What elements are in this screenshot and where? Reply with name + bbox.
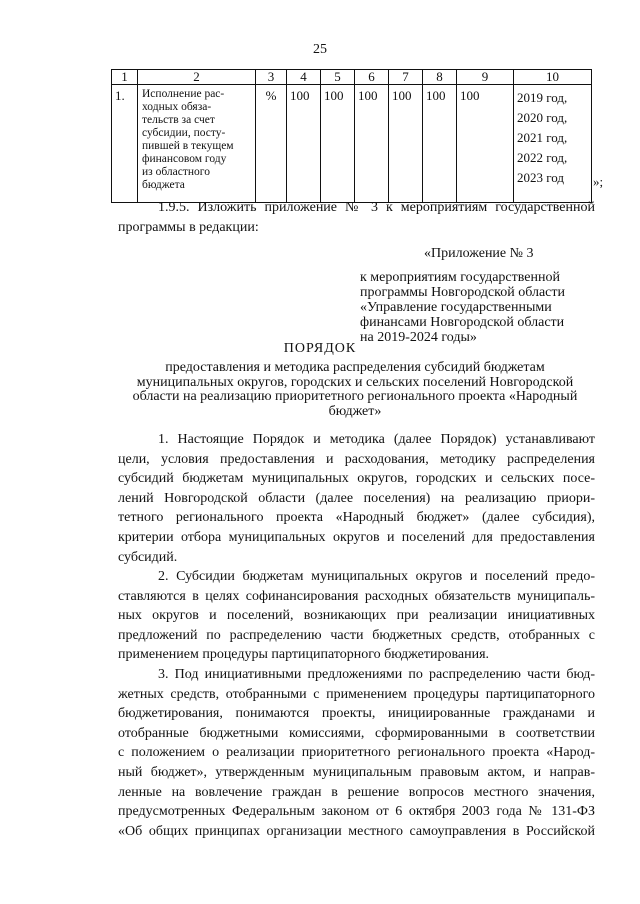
subheading-line: предоставления и методика распределения субсидий бюджетам [165,360,545,375]
paragraph-line: предусмотренных Федеральным законом от 6 октября 2003 года № 131-ФЗ [118,804,595,820]
appendix-line: к мероприятиям государственной [360,270,560,285]
paragraph-line: лений Новгородской области (далее поселения) на реализацию приори- [118,490,595,506]
paragraph-line: ный бюджет», утвержденным муниципальным правовым актом, и направ- [118,764,595,780]
table-header-cell: 8 [423,70,457,85]
appendix-line: программы Новгородской области [360,285,566,300]
document-subheading [110,361,600,419]
paragraph-line: субсидий. [118,549,178,565]
row-value: 100 [321,85,355,203]
subheading-line: области на реализацию приоритетного регионального проекта «Народный [132,389,578,404]
subheading-line: муниципальных округов, городских и сельских поселений Новгородской [136,374,574,390]
paragraph-line: жетных средств, отобранными с применением процедуры партиципаторного [118,686,595,702]
paragraph-line: ленные на вовлечение граждан в решение вопросов местного значения, [118,784,595,800]
instruction-paragraph [118,198,595,237]
table-header-cell: 9 [457,70,514,85]
paragraph-line: цели, условия предоставления и расходования, методику распределения [118,451,595,467]
paragraph-line: критерии отбора муниципальных округов и поселений для предоставления [118,529,595,545]
appendix-line: на 2019-2024 годы» [360,330,477,345]
row-value: 100 [389,85,423,203]
appendix-line: «Управление государственными [360,300,552,315]
paragraph-line: отобранные бюджетными комиссиями, сформированными в соответствии [118,725,595,741]
paragraph-line: предложений по распределению части бюджетных средств, отобранных с [118,627,595,643]
table-header-cell: 10 [514,70,592,85]
instruction-line: программы в редакции: [118,219,259,235]
paragraph-line: «Об общих принципах организации местного самоуправления в Российской [118,823,595,839]
paragraph-line: с положением о реализации приоритетного регионального проекта «Народ- [118,745,595,761]
appendix-line: финансами Новгородской области [360,315,565,330]
row-unit: % [256,85,287,203]
table-header-row [112,70,592,85]
paragraph-line: тетного регионального проекта «Народный бюджет» (далее субсидия), [118,510,595,526]
paragraph-line: 3. Под инициативными предложениями по распределению части бюд- [158,667,595,682]
table-header-cell: 5 [321,70,355,85]
subheading-line: бюджет» [328,403,382,419]
paragraph-2 [118,567,595,665]
row-value: 100 [423,85,457,203]
table-header-cell: 6 [355,70,389,85]
row-description: Исполнение рас- ходных обяза- тельств за счет субсидии, посту- пившей в текущем финансовом году из областного бюджета [138,85,256,203]
paragraph-1 [118,430,595,567]
paragraph-line: применением процедуры партиципаторного бюджетирования. [118,647,490,663]
paragraph-line: 1. Настоящие Порядок и методика (далее Порядок) устанавливают [158,432,595,447]
row-value: 100 [355,85,389,203]
row-value: 100 [457,85,514,203]
appendix-title: «Приложение № 3 [424,246,534,261]
data-table [111,69,592,203]
paragraph-3 [118,665,595,841]
table-header-cell: 3 [256,70,287,85]
instruction-line: 1.9.5. Изложить приложение № 3 к мероприятиям государственной [158,200,595,215]
paragraph-line: бюджетирования, понимаются проекты, инициированные гражданами и [118,706,595,722]
row-years: 2019 год, 2020 год, 2021 год, 2022 год, 2023 год [514,85,592,203]
paragraph-line: 2. Субсидии бюджетам муниципальных округов и поселений предо- [158,569,595,584]
paragraph-line: субсидий бюджетам муниципальных округов, городских и сельских посе- [118,471,595,487]
page-number: 25 [313,42,327,57]
table-header-cell: 7 [389,70,423,85]
table-closing-quote: »; [593,174,604,189]
table-header-cell: 2 [138,70,256,85]
appendix-block [360,246,590,345]
paragraph-line: ных округов и поселений, возникающих при реализации инициативных [118,608,595,624]
row-value: 100 [287,85,321,203]
document-heading: ПОРЯДОК [283,341,357,356]
row-number: 1. [112,85,138,203]
paragraph-line: ставляются в целях софинансирования расходных обязательств муниципаль- [118,588,595,604]
table-header-cell: 4 [287,70,321,85]
table-header-cell: 1 [112,70,138,85]
table-row [112,85,592,203]
